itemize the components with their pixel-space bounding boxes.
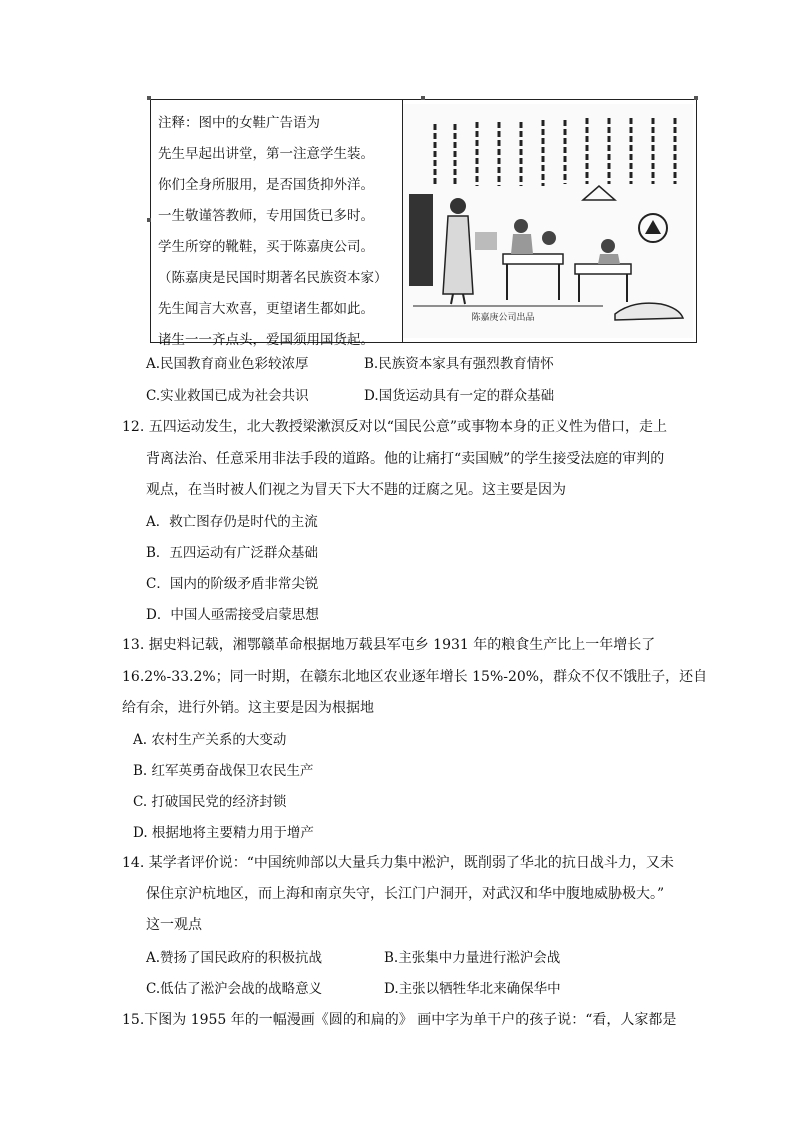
note-line: 先生早起出讲堂，第一注意学生装。 bbox=[158, 146, 374, 162]
note-line: 你们全身所服用，是否国货抑外洋。 bbox=[158, 177, 374, 193]
q13-option-c: C. 打破国民党的经济封锁 bbox=[133, 794, 287, 810]
q12-option-a: A．救亡图存仍是时代的主流 bbox=[146, 514, 318, 530]
q11-option-c: C.实业救国已成为社会共识 bbox=[146, 388, 309, 404]
note-line: 一生敬谨答教师，专用国货已多时。 bbox=[158, 208, 374, 224]
shoe-advertisement-cartoon bbox=[403, 104, 693, 338]
q13-stem-line: 13. 据史料记载，湘鄂赣革命根据地万载县军屯乡 1931 年的粮食生产比上一年增长了 bbox=[122, 637, 656, 653]
q11-option-b: B.民族资本家具有强烈教育情怀 bbox=[364, 356, 554, 372]
q13-option-a: A. 农村生产关系的大变动 bbox=[133, 732, 287, 748]
cartoon-caption: 陈嘉庚公司出品 bbox=[471, 313, 535, 323]
q14-option-d: D.主张以牺牲华北来确保华中 bbox=[384, 981, 561, 997]
q11-option-d: D.国货运动具有一定的群众基础 bbox=[364, 388, 555, 404]
q13-stem-line: 给有余，进行外销。这主要是因为根据地 bbox=[122, 700, 374, 716]
q14-option-a: A.赞扬了国民政府的积极抗战 bbox=[146, 950, 323, 966]
q13-option-d: D. 根据地将主要精力用于增产 bbox=[133, 825, 314, 841]
q13-stem-line: 16.2%-33.2%；同一时期，在赣东北地区农业逐年增长 15%-20%，群众不仅不饿肚子，还自 bbox=[122, 669, 708, 685]
q13-option-b: B. 红军英勇奋战保卫农民生产 bbox=[133, 763, 314, 779]
resize-handle[interactable] bbox=[694, 96, 698, 100]
q12-option-b: B．五四运动有广泛群众基础 bbox=[146, 545, 318, 561]
resize-handle[interactable] bbox=[147, 96, 151, 100]
note-line: 诸生一一齐点头，爱国须用国货起。 bbox=[158, 332, 374, 348]
resize-handle[interactable] bbox=[421, 96, 425, 100]
q12-option-d: D．中国人亟需接受启蒙思想 bbox=[146, 607, 319, 623]
note-line: 注释：图中的女鞋广告语为 bbox=[158, 115, 320, 131]
q12-stem-line: 12. 五四运动发生，北大教授梁漱溟反对以“国民公意”或事物本身的正义性为借口，走上 bbox=[122, 419, 668, 435]
note-line: 学生所穿的靴鞋，买于陈嘉庚公司。 bbox=[158, 239, 374, 255]
q15-stem-line: 15.下图为 1955 年的一幅漫画《圆的和扁的》 画中字为单干户的孩子说：“看，人家都是 bbox=[122, 1012, 677, 1028]
q12-stem-line: 背离法治、任意采用非法手段的道路。他的让痛打“卖国贼”的学生接受法庭的审判的 bbox=[146, 451, 665, 467]
q14-stem-line: 保住京沪杭地区，而上海和南京失守，长江门户洞开，对武汉和华中腹地威胁极大。” bbox=[146, 886, 665, 902]
q12-option-c: C．国内的阶级矛盾非常尖锐 bbox=[146, 576, 319, 592]
q11-note bbox=[158, 108, 396, 356]
q11-option-a: A.民国教育商业色彩较浓厚 bbox=[146, 356, 309, 372]
q14-option-b: B.主张集中力量进行淞沪会战 bbox=[384, 950, 561, 966]
q14-stem-line: 这一观点 bbox=[146, 917, 202, 933]
q14-option-c: C.低估了淞沪会战的战略意义 bbox=[146, 981, 323, 997]
note-line: 先生闻言大欢喜，更望诸生都如此。 bbox=[158, 301, 374, 317]
note-line: （陈嘉庚是民国时期著名民族资本家） bbox=[158, 270, 388, 286]
q12-stem-line: 观点，在当时被人们视之为冒天下大不韪的迂腐之见。这主要是因为 bbox=[146, 482, 566, 498]
resize-handle[interactable] bbox=[147, 218, 151, 222]
q14-stem-line: 14. 某学者评价说：“中国统帅部以大量兵力集中淞沪，既削弱了华北的抗日战斗力，又未 bbox=[122, 855, 674, 871]
